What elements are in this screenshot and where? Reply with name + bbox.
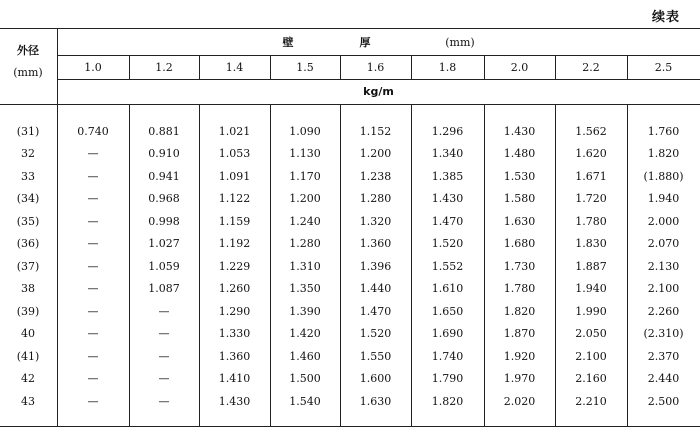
table-cell: — bbox=[158, 394, 170, 408]
table-cell: 1.480 bbox=[503, 147, 536, 161]
table-cell: 1.920 bbox=[503, 349, 536, 363]
table-cell: — bbox=[87, 147, 99, 161]
table-cell: 1.170 bbox=[289, 169, 321, 183]
column-header: 2.2 bbox=[582, 60, 600, 74]
row-outer-diameter: 33 bbox=[21, 169, 35, 183]
table-cell: 1.430 bbox=[218, 394, 251, 408]
table-cell: 2.070 bbox=[647, 237, 680, 251]
row-outer-diameter: 38 bbox=[21, 282, 35, 296]
table-cell: 2.050 bbox=[575, 327, 607, 341]
table-cell: 1.730 bbox=[503, 259, 536, 273]
table-cell: 1.360 bbox=[359, 237, 392, 251]
table-cell: 0.910 bbox=[148, 147, 180, 161]
table-cell: 1.650 bbox=[431, 304, 464, 318]
table-cell: 1.580 bbox=[503, 192, 536, 206]
table-cell: — bbox=[87, 372, 99, 386]
table-cell: 1.021 bbox=[218, 124, 251, 138]
column-header: 1.8 bbox=[438, 60, 457, 74]
table-cell: 1.790 bbox=[431, 372, 464, 386]
table-cell: 1.540 bbox=[289, 394, 321, 408]
unit-row-bottom-rule bbox=[0, 104, 700, 105]
table-cell: 0.740 bbox=[77, 124, 109, 138]
table-cell: 1.820 bbox=[431, 394, 464, 408]
table-cell: 1.090 bbox=[289, 124, 321, 138]
table-cell: (1.880) bbox=[643, 169, 684, 183]
table-cell: — bbox=[87, 327, 99, 341]
table-cell: 1.720 bbox=[575, 192, 607, 206]
table-cell: — bbox=[87, 349, 99, 363]
row-outer-diameter: 42 bbox=[21, 372, 35, 386]
table-cell: 1.690 bbox=[431, 327, 464, 341]
table-cell: 1.440 bbox=[359, 282, 392, 296]
table-cell: 1.520 bbox=[431, 237, 464, 251]
table-cell: 1.740 bbox=[431, 349, 464, 363]
table-cell: 1.229 bbox=[218, 259, 251, 273]
table-cell: 1.820 bbox=[503, 304, 536, 318]
table-cell: 1.600 bbox=[359, 372, 392, 386]
table-cell: 1.820 bbox=[647, 147, 680, 161]
row-outer-diameter: 40 bbox=[21, 327, 35, 341]
table-cell: — bbox=[158, 349, 170, 363]
row-outer-diameter: (34) bbox=[16, 192, 40, 206]
column-header: 1.2 bbox=[155, 60, 173, 74]
table-cell: 1.159 bbox=[218, 214, 251, 228]
table-cell: 1.520 bbox=[359, 327, 392, 341]
table-cell: 2.370 bbox=[647, 349, 680, 363]
table-cell: 1.320 bbox=[359, 214, 392, 228]
table-cell: 1.390 bbox=[289, 304, 321, 318]
row-outer-diameter: (31) bbox=[16, 124, 40, 138]
table-cell: 2.000 bbox=[647, 214, 680, 228]
table-cell: 1.152 bbox=[359, 124, 392, 138]
table-cell: 1.310 bbox=[289, 259, 321, 273]
table-cell: 1.460 bbox=[289, 349, 321, 363]
table-cell: — bbox=[87, 282, 99, 296]
table-cell: 0.968 bbox=[148, 192, 180, 206]
table-cell: 1.870 bbox=[503, 327, 536, 341]
wall-thickness-unit: (mm) bbox=[445, 35, 475, 49]
table-cell: 1.887 bbox=[575, 259, 607, 273]
table-cell: 2.100 bbox=[575, 349, 607, 363]
table-cell: 1.200 bbox=[289, 192, 321, 206]
table-cell: — bbox=[87, 394, 99, 408]
table-cell: 0.941 bbox=[148, 169, 180, 183]
table-cell: 1.470 bbox=[359, 304, 392, 318]
table-cell: 1.430 bbox=[503, 124, 536, 138]
table-cell: 1.280 bbox=[359, 192, 392, 206]
unit-row-label: kg/m bbox=[363, 85, 394, 98]
column-header: 1.5 bbox=[296, 60, 314, 74]
table-cell: 1.087 bbox=[148, 282, 180, 296]
table-cell: 0.881 bbox=[148, 124, 180, 138]
table-cell: 1.238 bbox=[359, 169, 392, 183]
table-cell: — bbox=[87, 237, 99, 251]
wall-thickness-label: 壁 bbox=[282, 36, 294, 49]
table-cell: 1.290 bbox=[218, 304, 251, 318]
table-cell: 1.830 bbox=[575, 237, 607, 251]
table-cell: 1.550 bbox=[359, 349, 392, 363]
table-cell: 1.296 bbox=[431, 124, 464, 138]
table-cell: — bbox=[87, 259, 99, 273]
table-cell: 1.200 bbox=[359, 147, 392, 161]
table-cell: 1.780 bbox=[503, 282, 536, 296]
table-cell: 1.430 bbox=[431, 192, 464, 206]
table-cell: 1.500 bbox=[289, 372, 321, 386]
row-outer-diameter: (41) bbox=[16, 349, 40, 363]
table-cell: 2.130 bbox=[647, 259, 680, 273]
table-cell: 2.210 bbox=[575, 394, 607, 408]
table-cell: — bbox=[87, 169, 99, 183]
row-outer-diameter: (37) bbox=[16, 259, 40, 273]
table-cell: 1.671 bbox=[575, 169, 607, 183]
table-cell: 1.330 bbox=[218, 327, 251, 341]
table-cell: 1.940 bbox=[647, 192, 680, 206]
table-cell: — bbox=[87, 214, 99, 228]
table-cell: — bbox=[158, 372, 170, 386]
row-outer-diameter: 32 bbox=[21, 147, 35, 161]
table-cell: 2.260 bbox=[647, 304, 680, 318]
table-cell: — bbox=[87, 304, 99, 318]
table-cell: 1.620 bbox=[575, 147, 607, 161]
table-top-rule bbox=[0, 28, 700, 29]
table-cell: 1.630 bbox=[359, 394, 392, 408]
row-outer-diameter: (36) bbox=[16, 237, 40, 251]
continuation-label: 续表 bbox=[651, 10, 680, 25]
table-cell: 2.440 bbox=[647, 372, 680, 386]
table-cell: 1.970 bbox=[503, 372, 536, 386]
table-cell: (2.310) bbox=[643, 327, 684, 341]
column-header: 1.0 bbox=[84, 60, 102, 74]
table-cell: 1.192 bbox=[218, 237, 251, 251]
table-cell: 1.552 bbox=[431, 259, 464, 273]
row-outer-diameter: (39) bbox=[16, 304, 40, 318]
table-cell: 1.260 bbox=[218, 282, 251, 296]
table-cell: 1.130 bbox=[289, 147, 321, 161]
table-cell: 1.053 bbox=[218, 147, 251, 161]
table-cell: 1.240 bbox=[289, 214, 321, 228]
row-outer-diameter: (35) bbox=[16, 214, 40, 228]
column-header: 2.5 bbox=[654, 60, 673, 74]
table-cell: 1.470 bbox=[431, 214, 464, 228]
table-cell: 0.998 bbox=[148, 214, 180, 228]
table-cell: 1.360 bbox=[218, 349, 251, 363]
row-header-unit: (mm) bbox=[13, 65, 43, 79]
table-cell: 2.100 bbox=[647, 282, 680, 296]
table-cell: 1.027 bbox=[148, 237, 180, 251]
table-cell: 1.122 bbox=[218, 192, 251, 206]
table-cell: 1.385 bbox=[431, 169, 464, 183]
table-cell: 1.280 bbox=[289, 237, 321, 251]
table-cell: 1.340 bbox=[431, 147, 464, 161]
table-cell: — bbox=[158, 327, 170, 341]
table-cell: 1.680 bbox=[503, 237, 536, 251]
column-header: 2.0 bbox=[510, 60, 529, 74]
table-cell: 1.562 bbox=[575, 124, 607, 138]
table-cell: 1.610 bbox=[431, 282, 464, 296]
table-cell: 1.420 bbox=[289, 327, 321, 341]
column-header: 1.4 bbox=[225, 60, 244, 74]
table-cell: 1.396 bbox=[359, 259, 392, 273]
table-cell: 1.350 bbox=[289, 282, 321, 296]
table-cell: 2.160 bbox=[575, 372, 607, 386]
table-cell: 1.990 bbox=[575, 304, 607, 318]
table-cell: 1.530 bbox=[503, 169, 536, 183]
row-outer-diameter: 43 bbox=[21, 394, 35, 408]
table-cell: 2.500 bbox=[647, 394, 680, 408]
table-cell: 1.410 bbox=[218, 372, 251, 386]
table-cell: — bbox=[158, 304, 170, 318]
table-cell: 1.760 bbox=[647, 124, 680, 138]
table-cell: 1.780 bbox=[575, 214, 607, 228]
column-header: 1.6 bbox=[366, 60, 385, 74]
table-cell: 1.091 bbox=[218, 169, 251, 183]
table-cell: 1.059 bbox=[148, 259, 180, 273]
wall-thickness-label-2: 厚 bbox=[359, 36, 371, 49]
table-cell: — bbox=[87, 192, 99, 206]
table-cell: 1.940 bbox=[575, 282, 607, 296]
table-cell: 1.630 bbox=[503, 214, 536, 228]
table-bottom-rule bbox=[0, 426, 700, 427]
row-header-label: 外径 bbox=[17, 44, 39, 57]
table-cell: 2.020 bbox=[503, 394, 536, 408]
